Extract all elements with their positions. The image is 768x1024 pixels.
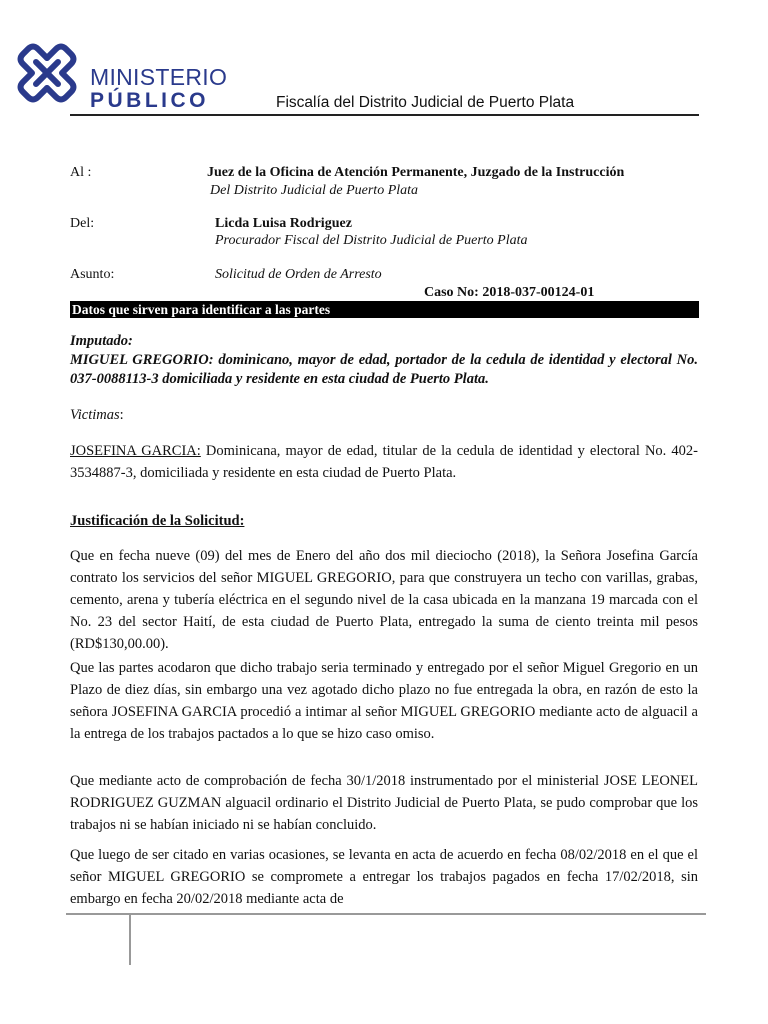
justificacion-paragraph-1: Que en fecha nueve (09) del mes de Enero del año dos mil dieciocho (2018), la Señora Josefina García contrato los servicios del señor MIGUEL GREGORIO, para que construyera un techo con varillas, grabas, cemento, arena y tubería eléctrica en el segundo nivel de la casa ubicada en la manzana 19 marcada con el No. 23 del sector Haití, de esta ciudad de Puerto Plata, entregado la suma de ciento treinta mil pesos (RD$130,00.00).: [70, 548, 698, 652]
header-divider: [70, 114, 699, 116]
subject-label: [70, 268, 114, 282]
victima-paragraph: [70, 440, 698, 484]
subject-label-colon: :: [110, 267, 115, 282]
from-name: Licda Luisa Rodriguez: [215, 216, 352, 231]
justificacion-paragraph-2: Que las partes acodaron que dicho trabajo seria terminado y entregado por el señor Miguel Gregorio en un Plazo de diez días, sin embargo una vez agotado dicho plazo no fue entregada la obra, en razón de esto la señora JOSEFINA GARCIA procedió a intimar al señor MIGUEL GREGORIO mediante acto de alguacil a la entrega de los trabajos pactados a lo que se hizo caso omiso.: [70, 660, 698, 742]
victima-details: Dominicana, mayor de edad, titular de la cedula de identidad y electoral No. 402-3534887-3, domiciliada y residente en esta ciudad de Puerto Plata.: [70, 443, 699, 481]
justificacion-paragraph-4: Que luego de ser citado en varias ocasiones, se levanta en acta de acuerdo en fecha 08/02/2018 en el que el señor MIGUEL GREGORIO se compromete a entregar los trabajos pagados en fecha 17/02/2018, sin embargo en fecha 20/02/2018 mediante acta de: [70, 847, 698, 907]
victimas-label-text: Victimas: [70, 407, 120, 423]
case-number: Caso No: 2018-037-00124-01: [424, 285, 595, 300]
imputado-block: [70, 332, 698, 389]
to-recipient-district: Del Distrito Judicial de Puerto Plata: [210, 183, 419, 198]
subject-text: Solicitud de Orden de Arresto: [215, 267, 382, 282]
justificacion-paragraph-3: Que mediante acto de comprobación de fecha 30/1/2018 instrumentado por el ministerial JOSE LEONEL RODRIGUEZ GUZMAN alguacil ordinario el Distrito Judicial de Puerto Plata, se pudo comprobar que los trabajos ni se habían iniciado ni se habían concluido.: [70, 773, 698, 833]
imputado-label: Imputado:: [70, 333, 133, 349]
justificacion-title: Justificación de la Solicitud:: [70, 513, 245, 529]
to-recipient: Juez de la Oficina de Atención Permanente, Juzgado de la Instrucción: [207, 165, 625, 180]
imputado-text: MIGUEL GREGORIO: dominicano, mayor de edad, portador de la cedula de identidad y electoral No. 037-0088113-3 domiciliada y residente en esta ciudad de Puerto Plata.: [70, 352, 698, 387]
footer-divider: [66, 913, 706, 915]
logo-text-publico: PÚBLICO: [90, 89, 209, 112]
footer-vertical-rule: [129, 915, 131, 965]
from-label: Del:: [70, 216, 95, 231]
section-bar-parties: Datos que sirven para identificar a las partes: [70, 301, 699, 318]
from-title: Procurador Fiscal del Distrito Judicial de Puerto Plata: [215, 233, 528, 248]
to-label: Al :: [70, 165, 92, 180]
logo-text-ministerio: MINISTERIO: [90, 64, 228, 90]
victima-name: JOSEFINA GARCIA:: [70, 443, 201, 459]
ministerio-logo-icon: [14, 40, 80, 106]
office-title: Fiscalía del Distrito Judicial de Puerto Plata: [276, 94, 575, 111]
subject-label-text: Asunto: [70, 267, 111, 282]
victimas-label: [70, 404, 124, 426]
victimas-label-colon: :: [119, 407, 124, 423]
